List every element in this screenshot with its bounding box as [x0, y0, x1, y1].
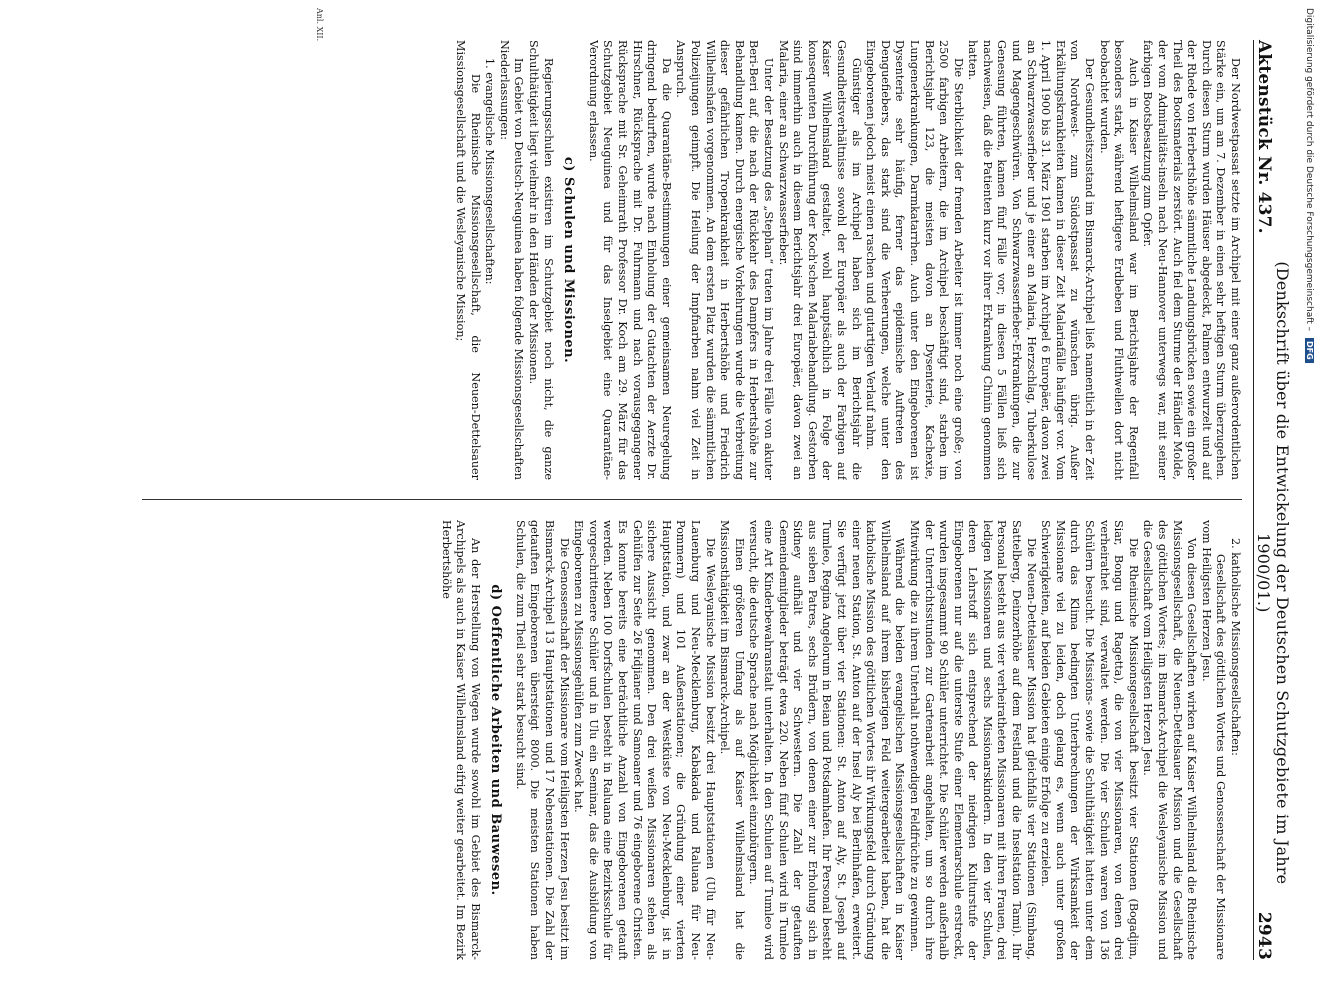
list-item: 2. katholische Missionsgesellschaften: — [1229, 538, 1242, 756]
paragraph: Unter der Besatzung des „Stephan“ traten im Jahre drei Fälle von akuter Beri-Beri auf, die nach der Rückkehr des Dampfers in Herbertshöhe zur Behandlung kamen. Durch energische Vorkehrungen wurde die Verbreitung dieser gefährlichen Tropenkrankheit in Herbertshöhe und Friedrich Wilhelmshafen vorgenommen. An dem ersten Platz wurden die sämmtlichen Polizeijungen geimpft. Die Heilung der Impfnarben nahm viel Zeit in Anspruch. — [674, 40, 775, 480]
column-divider — [142, 499, 1242, 500]
paragraph: Regierungsschulen existiren im Schutzgebiet noch nicht, die ganze Schulthätigkeit liegt vielmehr in den Händen der Missionen. — [527, 40, 555, 480]
list-item: 1. evangelische Missionsgesellschaften: — [483, 58, 497, 285]
left-column — [122, 40, 1242, 480]
document-number: Aktenstück Nr. 437. — [1254, 40, 1274, 234]
digitization-credit — [1294, 0, 1318, 1000]
section-heading: c) Schulen und Missionen. — [561, 156, 577, 364]
page-number: 2943 — [1254, 911, 1274, 960]
margin-note: Anl. XII. — [315, 8, 324, 42]
paragraph: An der Herstellung von Wegen wurde sowohl im Gebiet des Bismarck-Archipels als auch in Kaiser Wilhelmsland eifrig weiter gearbeitet. Im Bezirk Herbertshöhe — [439, 520, 482, 960]
paragraph: Die Rheinische Missionsgesellschaft besitzt vier Stationen (Bogadjim, Siar, Bongu und Ragetta), die von vier Missionaren, von denen drei verheirathet sind, verwaltet werden. Die vier Schulen waren von 136 Schülern besucht. Die Missions- sowie die Schulthätigkeit hatten unter dem durch das Klima bedingten Unterbrechungen der Wirksamkeit der Missionare viel zu leiden, doch gelang es, wenn auch unter großen Schwierigkeiten, auf beiden Gebieten einige Erfolge zu erzielen. — [1039, 520, 1140, 960]
list-item: Gesellschaft des göttlichen Wortes und Genossenschaft der Missionare vom Heiligsten Herzen Jesu. — [1199, 520, 1228, 960]
paragraph: Da die Quarantäne-Bestimmungen einer gemeinsamen Neuregelung dringend bedurften, wurde nach Einholung der Gutachten der Aerzte Dr. Hirschner, Rücksprache mit Dr. Fuhrmann und nach vorausgegangener Rücksprache mit Sr. Geheimrath Professor Dr. Koch am 29. März für das Schutzgebiet Neuguinea und für das Inselgebiet eine Quarantäne-Verordnung erlassen. — [586, 40, 673, 480]
paragraph: Die Genossenschaft der Missionare vom Heiligsten Herzen Jesu besitzt im Bismarck-Archipel 13 Hauptstationen und 17 Nebenstationen. Die Zahl der getauften Eingeborenen übersteigt 8000. Die meisten Stationen haben Schulen, die zum Theil sehr stark besucht sind. — [513, 520, 571, 960]
paragraph: Auch in Kaiser Wilhelmsland war im Berichtsjahre der Regenfall besonders stark, während heftigere Erdbeben und Fluthwellen dort nicht beobachtet wurden. — [1097, 40, 1140, 480]
paragraph: Der Gesundheitszustand im Bismarck-Archipel ließ namentlich in der Zeit von Nordwest- zum Südostpassat zu wünschen übrig. Außer Erkältungskrankheiten kamen in dieser Zeit Malariafälle häufiger vor. Vom 1. April 1900 bis 31. März 1901 starben im Archipel 6 Europäer, davon zwei an Schwarzwasserfieber und je einer an Malaria, Herzschlag, Tuberkulose und Magengeschwüren. Von Schwarzwasserfieber-Erkrankungen, die zur Genesung führten, kamen fünf Fälle vor; in diesen 5 Fällen ließ sich nachweisen, daß die Patienten kurz vor ihrer Erkrankung Chinin genommen hatten. — [966, 40, 1097, 480]
paragraph: Günstiger als im Archipel haben sich im Berichtsjahr die Gesundheitsverhältnisse sowohl der Europäer als auch der Farbigen auf Kaiser Wilhelmsland gestaltet, wohl hauptsächlich in Folge der konsequenten Durchführung der Koch'schen Malariabehandlung. Gestorben sind immerhin auch in diesem Berichtsjahr drei Europäer, davon zwei an Malaria, einer an Schwarzwasserfieber. — [776, 40, 863, 480]
dfg-logo: DFG — [1305, 338, 1314, 363]
paragraph: Die Wesleyanische Mission besitzt drei Hauptstationen (Ulu für Neu-Lauenburg und Neu-Mecklenburg, Kabakada und Raluana für Neu-Pommern) und 101 Außenstationen; die Gründung einer vierten Hauptstation, und zwar an der Westküste von Neu-Mecklenburg, ist in sichere Aussicht genommen. Den drei weißen Missionaren stehen als Gehülfen zur Seite 26 Fidjianer und Samoaner und 76 eingeborene Christen. Es konnte bereits eine beträchtliche Anzahl von Eingeborenen getauft werden. Neben 100 Dorfschulen besteht in Raluana eine Bezirksschule für vorgeschrittenere Schüler und in Ulu ein Seminar, das die Ausbildung von Eingeborenen zu Missionsgehülfen zum Zweck hat. — [572, 520, 717, 960]
paragraph: Die Neuen-Dettelsauer Mission hat gleichfalls vier Stationen (Simbang, Sattelberg, Deinzerhöhe auf dem Festland und die Inselstation Tami). Ihr Personal besteht aus vier verheiratheten Missionaren mit ihren Frauen, drei ledigen Missionaren und sechs Missionarskindern. In den vier Schulen, deren Lehrstoff sich entsprechend der niedrigen Kulturstufe der Eingeborenen nur auf die unterste Stufe einer Elementarschule erstreckt, wurden insgesammt 90 Schüler unterrichtet. Die Schüler werden außerhalb der Unterrichtsstunden zur Gartenarbeit angehalten, um so durch ihre Mitwirkung die zu ihrem Unterhalt nothwendigen Feldfrüchte zu gewinnen. — [907, 520, 1038, 960]
list-item: Die Rheinische Missionsgesellschaft, die Neuen-Dettelsauer Missionsgesellschaft und die Wesleyanische Mission; — [454, 40, 482, 480]
paragraph: Einen größeren Umfang als auf Kaiser Wilhelmsland hat die Missionsthätigkeit im Bismarck-Archipel. — [718, 520, 746, 960]
paragraph: Der Nordwestpassat setzte im Archipel mit einer ganz außerordentlichen Stärke ein, um am 7. Dezember in einen sehr heftigen Sturm überzugehen. Durch diesen Sturm wurden Häuser abgedeckt, Palmen entwurzelt und auf der Rhede von Herbertshöhe sämmtliche Landungsbrücken sowie ein großer Theil des Bootsmaterials zerstört. Auch fiel dem Sturme der Händler Molde, der vom Admiralitäts-inseln nach Neu-Hannover unterwegs war, mit seiner farbigen Bootsbesatzung zum Opfer. — [1141, 40, 1242, 480]
credit-text: Digitalisierung gefördert durch die Deutsche Forschungsgemeinschaft – — [1304, 8, 1314, 332]
section-heading: d) Oeffentliche Arbeiten und Bauwesen. — [488, 584, 504, 896]
page-header — [1253, 40, 1292, 960]
paragraph: Während die beiden evangelischen Missionsgesellschaften in Kaiser Wilhelmsland auf ihrem bisherigen Feld weitergearbeitet haben, hat die katholische Mission des göttlichen Wortes ihr Wirkungsfeld durch Gründung einer neuen Station, St. Anton auf der Insel Aly bei Berlinhafen, erweitert. Sie verfügt jetzt über vier Stationen: St. Anton auf Aly, St. Joseph auf Tumleo, Regina Angelorum in Beian und Potsdamhafen. Ihr Personal besteht aus sieben Patres, sechs Brüdern, von denen einer zur Erholung sich in Sidney aufhält und vier Schwestern. Die Zahl der getauften Gemeindemitglieder beträgt etwa 220. Neben fünf Schulen wird in Tumleo eine Art Kinderbewahranstalt unterhalten. In den Schulen auf Tumleo wird versucht, die deutsche Sprache nach Möglichkeit einzubürgern. — [747, 520, 907, 960]
right-column — [122, 520, 1242, 960]
page-title: (Denkschrift über die Entwickelung der Deutschen Schutzgebiete im Jahre 1900/01.) — [1254, 261, 1292, 885]
paragraph: Im Gebiet von Deutsch-Neuguinea haben folgende Missionsgesellschaften Niederlassungen: — [497, 40, 526, 480]
paragraph: Von diesen Gesellschaften wirken auf Kaiser Wilhelmsland die Rheinische Missionsgesellschaft, die Neuen-Dettelsauer Mission und die Gesellschaft des göttlichen Wortes; im Bismarck-Archipel die Wesleyanische Mission und die Gesellschaft vom Heiligsten Herzen Jesu. — [1141, 520, 1199, 960]
paragraph: Die Sterblichkeit der fremden Arbeiter ist immer noch eine große; von 2500 farbigen Arbeitern, die im Archipel beschäftigt sind, starben im Berichtsjahr 123, die meisten davon an Dysenterie, Kachexie, Lungenerkrankungen, Darmkatarrhen. Auch unter den Eingeborenen ist Dysenterie sehr häufig, ferner das epidemische Auftreten des Denguefiebers, das stark sind die Verheerungen, welche unter den Eingeborenen jedoch meist einen raschen und gutartigen Verlauf nahm. — [864, 40, 965, 480]
